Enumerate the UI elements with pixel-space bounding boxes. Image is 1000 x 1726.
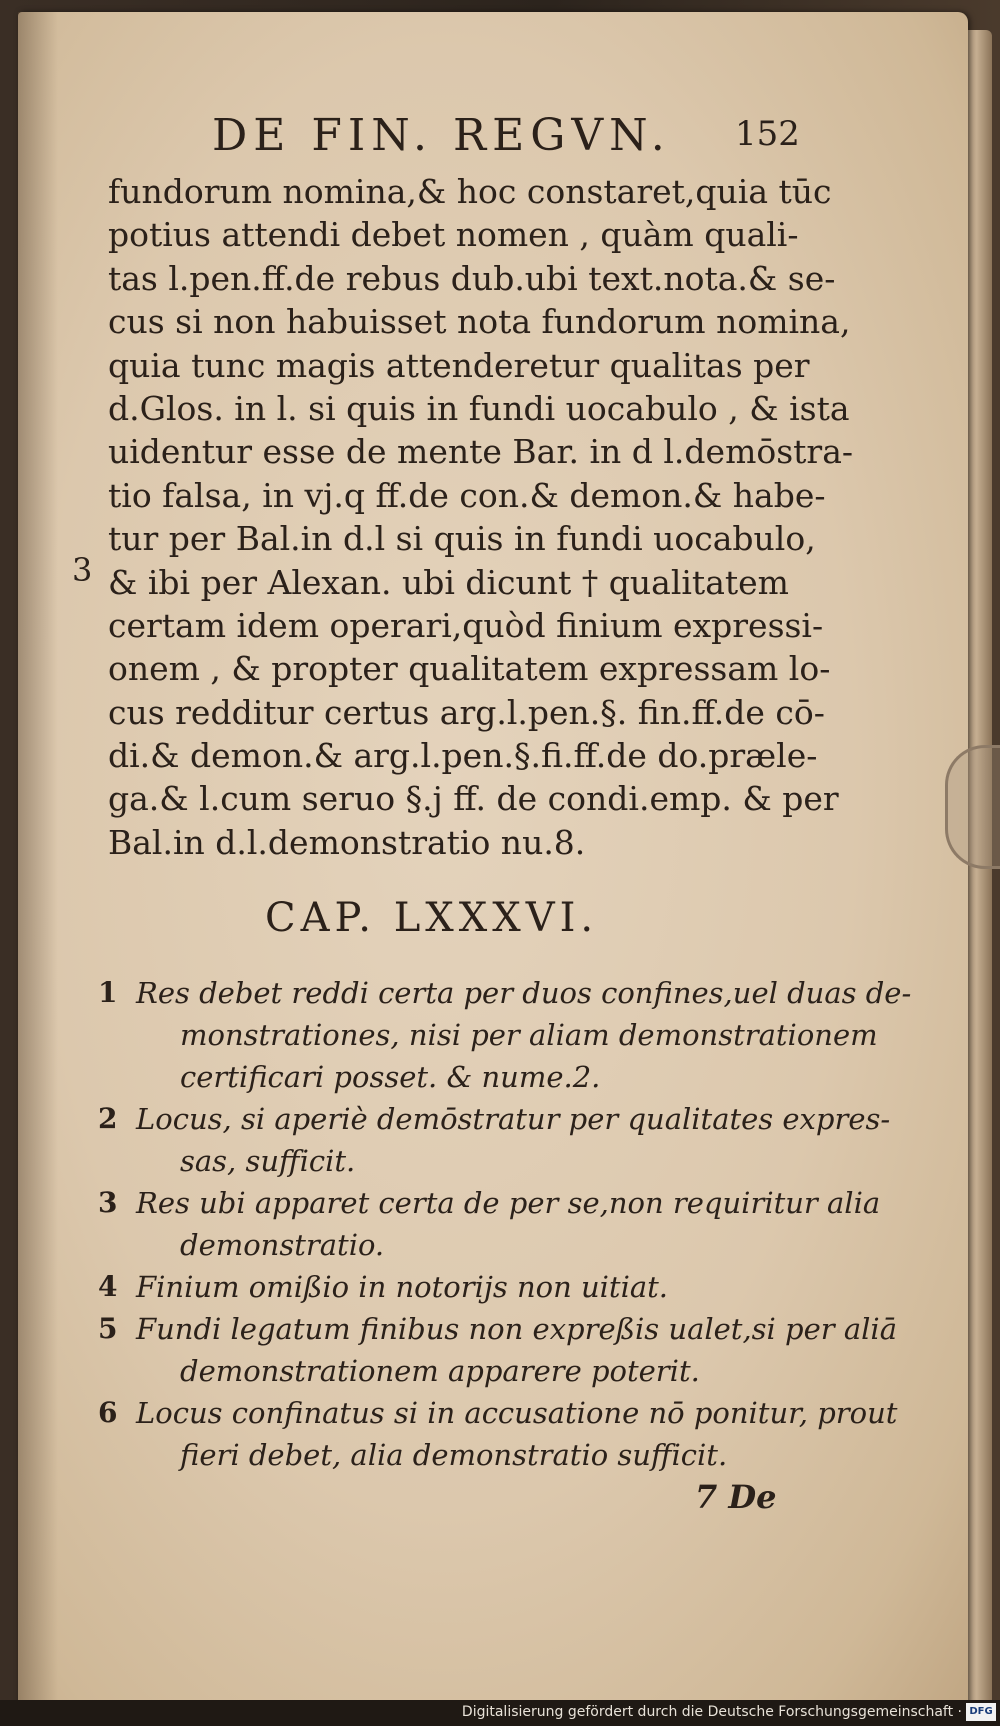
- summary-entry: [98, 1266, 798, 1308]
- dfg-logo-icon: DFG: [966, 1703, 996, 1721]
- summary-line: Res ubi apparet certa de per se,non requiritur alia: [136, 1186, 881, 1220]
- summary-line: demonstratio.: [180, 1228, 385, 1262]
- summary-entry: [98, 1392, 898, 1476]
- body-line: & ibi per Alexan. ubi dicunt † qualitatem: [108, 562, 789, 602]
- summary-line: certificari posset. & nume.2.: [180, 1060, 601, 1094]
- summary-line: Fundi legatum finibus non expreßis ualet,si per aliā: [136, 1312, 897, 1346]
- body-line: cus si non habuisset nota fundorum nomina,: [108, 302, 851, 342]
- body-line: cus redditur certus arg.l.pen.§. fin.ff.de cō-: [108, 692, 825, 732]
- chapter-heading: CAP. LXXXVI.: [265, 895, 599, 941]
- summary-line: Res debet reddi certa per duos confines,uel duas de-: [136, 976, 912, 1010]
- summary-entry-number: 2: [98, 1102, 118, 1135]
- body-line: uidentur esse de mente Bar. in d l.demōstra-: [108, 432, 854, 472]
- summary-line: fieri debet, alia demonstratio sufficit.: [180, 1438, 728, 1472]
- chapter-summary: [98, 972, 912, 1476]
- marginal-note-number: 3: [72, 551, 93, 589]
- summary-entry-number: 6: [98, 1396, 118, 1429]
- summary-entry-number: 4: [98, 1270, 118, 1303]
- body-line: ga.& l.cum seruo §.j ff. de condi.emp. & per: [108, 779, 839, 819]
- body-line: tio falsa, in vj.q ff.de con.& demon.& habe-: [108, 475, 826, 515]
- body-line: onem , & propter qualitatem expressam lo-: [108, 649, 831, 689]
- summary-entry-number: 3: [98, 1186, 118, 1219]
- digitization-credit: Digitalisierung gefördert durch die Deutsche Forschungsgemeinschaft ·: [461, 1704, 962, 1720]
- catchword: 7 De: [695, 1478, 777, 1516]
- summary-entry: [98, 1308, 897, 1392]
- summary-entry: [98, 1098, 891, 1182]
- body-line: tas l.pen.ff.de rebus dub.ubi text.nota.& se-: [108, 258, 836, 298]
- body-line: Bal.in d.l.demonstratio nu.8.: [108, 822, 586, 862]
- page-gutter-shadow: [18, 12, 58, 1716]
- body-line: quia tunc magis attenderetur qualitas per: [108, 345, 810, 385]
- summary-line: Locus confinatus si in accusatione nō ponitur, prout: [136, 1396, 898, 1430]
- summary-entry: [98, 972, 912, 1098]
- running-title: DE FIN. REGVN.: [212, 110, 671, 161]
- summary-line: sas, sufficit.: [180, 1144, 356, 1178]
- folio-number: 152: [735, 114, 800, 154]
- body-line: di.& demon.& arg.l.pen.§.fi.ff.de do.præle-: [108, 736, 818, 776]
- body-text: [108, 170, 854, 864]
- body-line: fundorum nomina,& hoc constaret,quia tūc: [108, 172, 832, 211]
- body-line: tur per Bal.in d.l si quis in fundi uocabulo,: [108, 519, 816, 559]
- book-clasp: [945, 745, 1000, 869]
- summary-entry-number: 5: [98, 1312, 118, 1345]
- summary-line: Locus, si aperiè demōstratur per qualitates expres-: [136, 1102, 891, 1136]
- body-line: certam idem operari,quòd finium expressi-: [108, 605, 824, 645]
- body-line: d.Glos. in l. si quis in fundi uocabulo , & ista: [108, 388, 850, 428]
- summary-entry: [98, 1182, 881, 1266]
- summary-entry-number: 1: [98, 976, 118, 1009]
- body-line: potius attendi debet nomen , quàm quali-: [108, 215, 799, 255]
- summary-line: monstrationes, nisi per aliam demonstrationem: [180, 1018, 878, 1052]
- summary-line: demonstrationem apparere poterit.: [180, 1354, 700, 1388]
- summary-line: Finium omißio in notorijs non uitiat.: [136, 1270, 669, 1304]
